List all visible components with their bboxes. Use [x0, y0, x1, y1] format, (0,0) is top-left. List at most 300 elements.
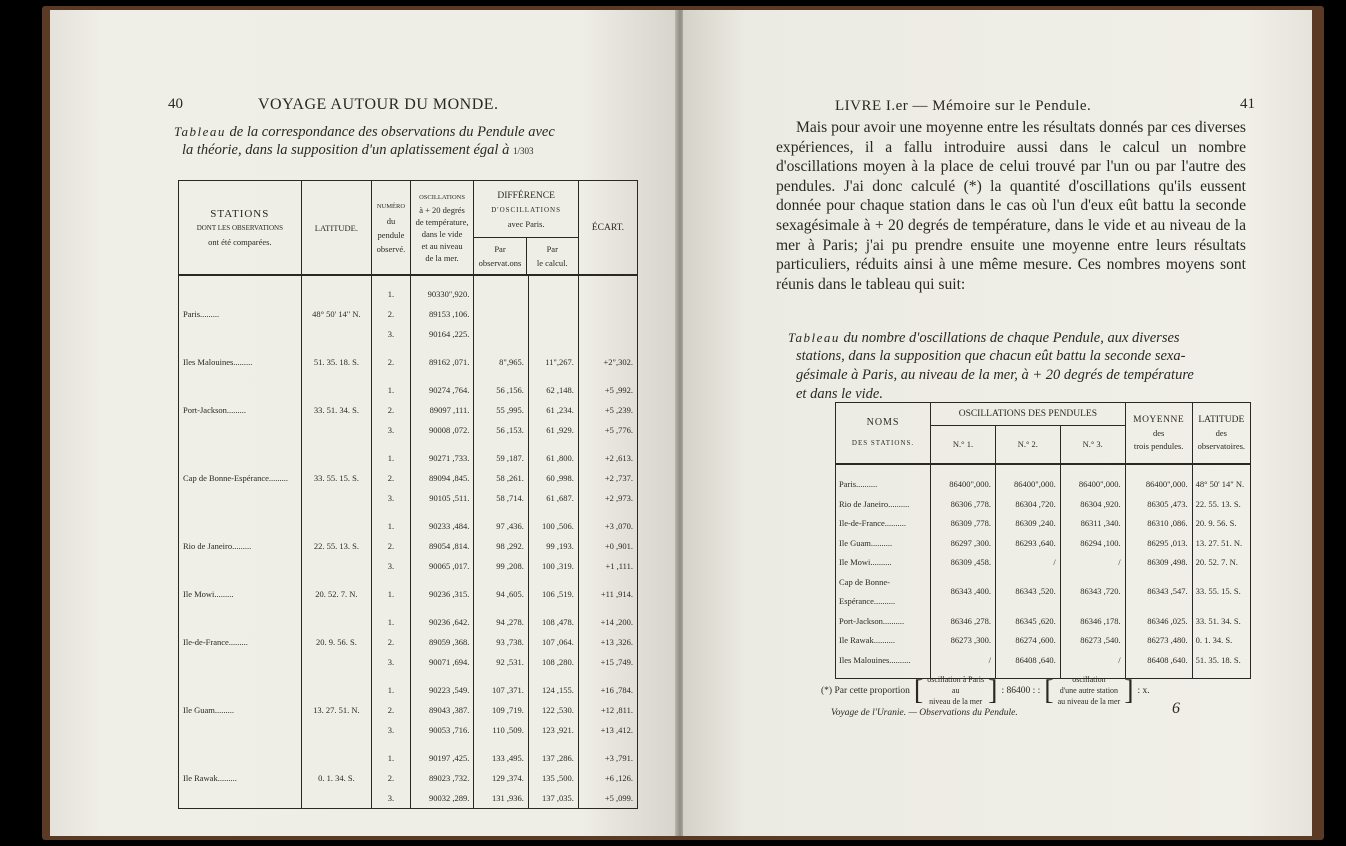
t2-cell-n1: 86273 ,300. — [931, 631, 996, 651]
gap-cell — [179, 508, 302, 516]
cell-latitude — [301, 516, 371, 536]
gap-cell — [410, 672, 474, 680]
cell-oscillations: 90008 ,072. — [410, 420, 474, 440]
table-gap-row — [179, 344, 638, 352]
cell-pendule-number: 3. — [372, 324, 411, 344]
cell-pendule-number: 3. — [372, 788, 411, 809]
gap-cell — [301, 372, 371, 380]
cell-ecart: +6 ,126. — [604, 773, 633, 783]
gap-cell — [372, 344, 411, 352]
table-row — [179, 748, 638, 768]
hdr-osc-1: OSCILLATIONS — [419, 193, 465, 201]
cell-pendule-number: 1. — [372, 680, 411, 700]
open-book — [50, 10, 1312, 836]
right-page — [683, 10, 1312, 836]
gap-cell — [474, 508, 529, 516]
footnote-b2-line2: d'une autre station — [1059, 686, 1119, 695]
cell-diff-observation: 110 ,509. — [474, 720, 529, 740]
cell-oscillations: 90065 ,017. — [410, 556, 474, 576]
cell-diff-calcul: 108 ,478. — [528, 612, 578, 632]
gap-cell — [578, 344, 637, 352]
gap-cell — [410, 344, 474, 352]
cell-station — [179, 652, 302, 672]
cell-pendule-number: 2. — [372, 304, 411, 324]
cell-station — [179, 556, 302, 576]
t2-cell-n3: 86294 ,100. — [1060, 534, 1125, 554]
table-row — [179, 632, 638, 652]
table-row — [179, 352, 638, 372]
cell-diff-observation: 109 ,719. — [474, 700, 529, 720]
cell-pendule-number: 3. — [372, 652, 411, 672]
t2-hdr-lat-3: observatoires. — [1197, 440, 1246, 451]
t2-cell-n2: 86304 ,720. — [995, 495, 1060, 515]
t2-row — [836, 495, 1251, 515]
cell-pendule-number: 2. — [372, 700, 411, 720]
gap-cell — [179, 576, 302, 584]
hdr-stations-1: STATIONS — [210, 207, 270, 220]
cell-diff-observation: 133 ,495. — [474, 748, 529, 768]
gap-cell — [410, 508, 474, 516]
cell-diff-observation: 56 ,156. — [474, 380, 529, 400]
t2-cell-latitude: 0. 1. 34. S. — [1195, 635, 1233, 645]
table-gap-row — [179, 508, 638, 516]
cell-ecart: +2 ,973. — [604, 493, 633, 503]
gap-cell — [578, 275, 637, 284]
gap-cell — [528, 372, 578, 380]
t2-cell-latitude: 48° 50' 14" N. — [1195, 479, 1245, 489]
table-row — [179, 488, 638, 508]
gap-cell — [372, 576, 411, 584]
cell-pendule-number: 1. — [372, 612, 411, 632]
table-row — [179, 720, 638, 740]
signature-mark: 6 — [1172, 700, 1180, 717]
cell-oscillations: 89162 ,071. — [410, 352, 474, 372]
cell-pendule-number: 3. — [372, 720, 411, 740]
hdr-numero-2: du — [386, 215, 396, 226]
gap-cell — [528, 576, 578, 584]
t2-row — [836, 475, 1251, 495]
cell-station: Ile-de-France......... — [179, 632, 302, 652]
cell-oscillations: 90271 ,733. — [410, 448, 474, 468]
cell-diff-observation: 59 ,187. — [474, 448, 529, 468]
cell-diff-observation: 92 ,531. — [474, 652, 529, 672]
cell-ecart: +5 ,992. — [604, 385, 633, 395]
cell-pendule-number: 3. — [372, 488, 411, 508]
hdr-stations-2: DONT LES OBSERVATIONS — [196, 223, 283, 232]
t2-cell-n1: 86309 ,778. — [931, 514, 996, 534]
table-row — [179, 556, 638, 576]
hdr-diff-sub — [474, 238, 578, 274]
table-row — [179, 400, 638, 420]
left-page — [50, 10, 677, 836]
cell-ecart: +13 ,326. — [600, 637, 633, 647]
footnote-bracket-open-2: [ — [1044, 674, 1054, 706]
hdr-par-obs-2: observat.ons — [478, 258, 522, 268]
t2-cell-n2: 86345 ,620. — [995, 612, 1060, 632]
t2-header-row-1 — [836, 403, 1251, 426]
right-page-number: 41 — [1240, 96, 1255, 112]
table-row — [179, 380, 638, 400]
cell-diff-calcul: 135 ,500. — [528, 768, 578, 788]
t2-gap-row — [836, 464, 1251, 475]
right-caption-line2: stations, dans la supposition que chacun eût battu la seconde sexa- — [796, 348, 1186, 364]
cell-ecart: +11 ,914. — [600, 589, 633, 599]
cell-diff-observation — [474, 324, 529, 344]
cell-diff-observation: 129 ,374. — [474, 768, 529, 788]
cell-pendule-number: 2. — [372, 468, 411, 488]
t2-col-noms — [836, 403, 931, 465]
right-running-head: LIVRE I.er — Mémoire sur le Pendule. — [835, 98, 1092, 114]
gap-cell — [474, 576, 529, 584]
left-caption-line2-text: la théorie, dans la supposition d'un aplatissement égal à — [182, 142, 510, 158]
cell-oscillations: 90071 ,694. — [410, 652, 474, 672]
cell-station — [179, 488, 302, 508]
table-row — [179, 468, 638, 488]
t2-cell-moyenne: 86305 ,473. — [1125, 495, 1192, 515]
gap-cell — [528, 275, 578, 284]
hdr-numero-1: NUMÉRO — [376, 202, 406, 210]
gap-cell — [474, 604, 529, 612]
cell-diff-observation: 56 ,153. — [474, 420, 529, 440]
cell-pendule-number: 1. — [372, 516, 411, 536]
t2-cell-n3: 86311 ,340. — [1060, 514, 1125, 534]
gap-cell — [410, 440, 474, 448]
cell-oscillations: 89043 ,387. — [410, 700, 474, 720]
gap-cell — [410, 740, 474, 748]
col-latitude: LATITUDE. — [301, 181, 371, 276]
cell-latitude — [301, 748, 371, 768]
cell-latitude — [301, 612, 371, 632]
footnote-bracket1 — [927, 674, 984, 707]
hdr-diff-2: D'OSCILLATIONS — [491, 206, 561, 214]
t2-cell-n1: 86297 ,300. — [931, 534, 996, 554]
footnote-bracket-open-1: [ — [913, 674, 924, 706]
col-ecart: ÉCART. — [578, 181, 637, 276]
cell-oscillations: 89023 ,732. — [410, 768, 474, 788]
t2-col-moyenne — [1125, 403, 1192, 465]
gap-cell — [528, 672, 578, 680]
gap-cell — [474, 672, 529, 680]
hdr-osc-5: et au niveau — [421, 240, 463, 251]
t2-hdr-lat-2: des — [1215, 427, 1227, 438]
cell-pendule-number: 1. — [372, 284, 411, 304]
footnote-lead: (*) Par cette proportion — [821, 685, 910, 696]
footnote-middle: : 86400 : : — [1001, 685, 1041, 696]
t2-col-n1: N.° 1. — [931, 426, 996, 464]
gap-cell — [836, 464, 931, 475]
footnote-bracket-close-1: ] — [988, 674, 998, 706]
footnote-b1-line1: oscillation à Paris — [927, 675, 985, 684]
table-gap-row — [179, 440, 638, 448]
gap-cell — [578, 372, 637, 380]
cell-diff-calcul: 123 ,921. — [528, 720, 578, 740]
t2-cell-moyenne: 86408 ,640. — [1125, 651, 1192, 671]
cell-pendule-number: 1. — [372, 448, 411, 468]
gap-cell — [474, 740, 529, 748]
left-caption-fraction: 1/303 — [512, 146, 534, 156]
cell-pendule-number: 1. — [372, 584, 411, 604]
cell-ecart: +3 ,791. — [604, 753, 633, 763]
col-difference — [474, 181, 579, 276]
col-oscillations — [410, 181, 474, 276]
t2-col-latitude — [1192, 403, 1250, 465]
gap-cell — [372, 440, 411, 448]
cell-ecart: +5 ,099. — [604, 793, 633, 803]
cell-latitude: 13. 27. 51. N. — [301, 700, 371, 720]
signature-line: Voyage de l'Uranie. — Observations du Pendule. — [831, 708, 1018, 718]
t2-row — [836, 534, 1251, 554]
gap-cell — [578, 604, 637, 612]
cell-oscillations: 90105 ,511. — [410, 488, 474, 508]
footnote-b2-line1: oscillation — [1072, 675, 1106, 684]
cell-station: Port-Jackson......... — [179, 400, 302, 420]
cell-diff-observation: 55 ,995. — [474, 400, 529, 420]
t2-hdr-noms-1: NOMS — [866, 417, 900, 428]
table-row — [179, 284, 638, 304]
cell-diff-calcul: 108 ,280. — [528, 652, 578, 672]
gap-cell — [301, 440, 371, 448]
cell-latitude: 51. 35. 18. S. — [301, 352, 371, 372]
cell-ecart — [578, 324, 637, 344]
t2-cell-moyenne: 86273 ,480. — [1125, 631, 1192, 651]
gap-cell — [528, 440, 578, 448]
correspondence-table-body — [179, 275, 638, 809]
cell-ecart: +3 ,070. — [604, 521, 633, 531]
t2-cell-n2: 86293 ,640. — [995, 534, 1060, 554]
cell-pendule-number: 2. — [372, 352, 411, 372]
cell-station — [179, 448, 302, 468]
cell-latitude: 33. 55. 15. S. — [301, 468, 371, 488]
cell-ecart: +2 ,613. — [604, 453, 633, 463]
cell-pendule-number: 2. — [372, 536, 411, 556]
t2-cell-moyenne: 86400",000. — [1125, 475, 1192, 495]
cell-diff-calcul: 99 ,193. — [528, 536, 578, 556]
left-caption-smallcaps: Tableau — [174, 124, 226, 139]
gap-cell — [179, 372, 302, 380]
cell-ecart: +15 ,749. — [600, 657, 633, 667]
cell-diff-calcul: 11",267. — [528, 352, 578, 372]
cell-ecart: +14 ,200. — [600, 617, 633, 627]
t2-row — [836, 631, 1251, 651]
gap-cell — [578, 740, 637, 748]
gap-cell — [301, 508, 371, 516]
cell-latitude — [301, 324, 371, 344]
cell-latitude: 0. 1. 34. S. — [301, 768, 371, 788]
cell-diff-calcul — [528, 304, 578, 324]
mean-oscillations-table — [835, 402, 1251, 679]
cell-station — [179, 612, 302, 632]
cell-ecart: +12 ,811. — [600, 705, 633, 715]
cell-latitude: 22. 55. 13. S. — [301, 536, 371, 556]
gap-cell — [372, 740, 411, 748]
cell-ecart: +16 ,784. — [600, 685, 633, 695]
t2-cell-latitude: 33. 55. 15. S. — [1195, 586, 1241, 597]
cell-diff-calcul: 100 ,319. — [528, 556, 578, 576]
t2-row — [836, 514, 1251, 534]
cell-station — [179, 284, 302, 304]
t2-row — [836, 612, 1251, 632]
cell-oscillations: 89097 ,111. — [410, 400, 474, 420]
right-caption-line1 — [788, 328, 1180, 348]
gap-cell — [528, 740, 578, 748]
hdr-diff-3: avec Paris. — [507, 219, 545, 229]
t2-cell-n3: 86304 ,920. — [1060, 495, 1125, 515]
t2-cell-n1: 86309 ,458. — [931, 553, 996, 573]
left-caption-line1 — [174, 122, 555, 142]
t2-cell-n3: 86343 ,720. — [1060, 573, 1125, 612]
hdr-par-calc-2: le calcul. — [536, 258, 568, 268]
t2-cell-moyenne: 86343 ,547. — [1125, 573, 1192, 612]
gap-cell — [474, 372, 529, 380]
gap-cell — [474, 275, 529, 284]
cell-oscillations: 90233 ,484. — [410, 516, 474, 536]
cell-ecart: +13 ,412. — [600, 725, 633, 735]
cell-diff-observation — [474, 304, 529, 324]
cell-latitude — [301, 556, 371, 576]
gap-cell — [474, 440, 529, 448]
t2-hdr-moy-2: des — [1152, 427, 1165, 438]
cell-diff-calcul — [528, 284, 578, 304]
t2-cell-n1: / — [931, 651, 996, 671]
gap-cell — [1192, 670, 1250, 679]
footnote-b2-line3: au niveau de la mer — [1057, 697, 1121, 706]
cell-ecart: +0 ,901. — [604, 541, 633, 551]
t2-hdr-noms-2: DES STATIONS. — [851, 439, 915, 447]
cell-ecart — [578, 284, 637, 304]
footnote-bracket2 — [1058, 674, 1121, 707]
cell-latitude — [301, 448, 371, 468]
cell-oscillations: 90330",920. — [410, 284, 474, 304]
body-paragraph: Mais pour avoir une moyenne entre les résultats donnés par ces diverses expériences, il a fallu introduire aussi dans le calcul un nombre d'oscillations moyen à la place de celui trouvé par l'un ou par l'autre des pendules. J'ai donc calculé (*) la quantité d'oscillations qu'ils eussent donnée pour chaque station dans le cas où l'un d'eux eût battu la seconde sexagésimale à + 20 degrés de température, dans le vide et au niveau de la mer à Paris; j'ai pu prendre ensuite une moyenne entre leurs résultats particuliers, réduits ainsi à une même mesure. Ces nombres moyens sont réunis dans le tableau qui suit: — [776, 119, 1246, 293]
gap-cell — [528, 604, 578, 612]
cell-station — [179, 748, 302, 768]
t2-cell-n2: 86343 ,520. — [995, 573, 1060, 612]
t2-cell-station: Paris.......... — [836, 475, 931, 495]
cell-latitude — [301, 720, 371, 740]
cell-diff-observation: 98 ,292. — [474, 536, 529, 556]
table-header-row — [179, 181, 638, 276]
t2-cell-latitude: 22. 55. 13. S. — [1195, 498, 1241, 509]
cell-oscillations: 90236 ,315. — [410, 584, 474, 604]
cell-ecart: +5 ,239. — [604, 405, 633, 415]
cell-latitude — [301, 380, 371, 400]
t2-cell-n2: / — [995, 553, 1060, 573]
t2-cell-station: Iles Malouines.......... — [836, 651, 931, 671]
cell-diff-calcul: 61 ,234. — [528, 400, 578, 420]
gap-cell — [179, 672, 302, 680]
cell-diff-calcul: 60 ,998. — [528, 468, 578, 488]
cell-station: Paris......... — [179, 304, 302, 324]
right-caption-line3: gésimale à Paris, au niveau de la mer, à + 20 degrés de température — [796, 367, 1194, 383]
gap-cell — [372, 372, 411, 380]
cell-latitude: 20. 9. 56. S. — [301, 632, 371, 652]
gap-cell — [578, 576, 637, 584]
cell-pendule-number: 3. — [372, 556, 411, 576]
cell-station: Ile Guam......... — [179, 700, 302, 720]
cell-diff-calcul: 137 ,286. — [528, 748, 578, 768]
cell-pendule-number: 2. — [372, 632, 411, 652]
cell-latitude — [301, 284, 371, 304]
cell-diff-calcul: 106 ,519. — [528, 584, 578, 604]
t2-col-n2: N.° 2. — [995, 426, 1060, 464]
hdr-numero-3: pendule — [377, 229, 405, 240]
cell-diff-calcul: 61 ,687. — [528, 488, 578, 508]
t2-cell-latitude: 20. 9. 56. S. — [1195, 518, 1237, 528]
table-gap-row — [179, 740, 638, 748]
t2-hdr-moy-1: MOYENNE — [1133, 414, 1185, 425]
footnote-end: : x. — [1137, 685, 1150, 696]
table-row — [179, 612, 638, 632]
t2-cell-station: Ile Guam.......... — [836, 534, 931, 554]
table-gap-row — [179, 672, 638, 680]
table-row — [179, 652, 638, 672]
cell-diff-calcul: 100 ,506. — [528, 516, 578, 536]
t2-cell-moyenne: 86309 ,498. — [1125, 553, 1192, 573]
t2-cell-n3: 86400",000. — [1060, 475, 1125, 495]
table-gap-row — [179, 604, 638, 612]
cell-diff-observation: 8",965. — [474, 352, 529, 372]
gap-cell — [931, 464, 996, 475]
right-caption-line1-rest: du nombre d'oscillations de chaque Pendule, aux diverses — [843, 330, 1180, 346]
col-numero — [372, 181, 411, 276]
footnote — [821, 674, 1150, 707]
cell-station: Rio de Janeiro......... — [179, 536, 302, 556]
cell-pendule-number: 2. — [372, 400, 411, 420]
cell-latitude: 48° 50' 14" N. — [301, 304, 371, 324]
gap-cell — [410, 275, 474, 284]
t2-hdr-lat-1: LATITUDE — [1198, 414, 1245, 425]
cell-latitude — [301, 652, 371, 672]
t2-cell-station: Port-Jackson.......... — [836, 612, 931, 632]
table-row — [179, 584, 638, 604]
cell-diff-calcul: 124 ,155. — [528, 680, 578, 700]
cell-station — [179, 680, 302, 700]
cell-ecart: +2",302. — [603, 357, 633, 367]
table-gap-row — [179, 275, 638, 284]
gap-cell — [301, 604, 371, 612]
cell-diff-calcul: 61 ,800. — [528, 448, 578, 468]
t2-cell-station: Ile Mowi.......... — [836, 553, 931, 573]
t2-cell-n2: 86309 ,240. — [995, 514, 1060, 534]
t2-cell-station: Rio de Janeiro.......... — [836, 495, 931, 515]
gap-cell — [578, 672, 637, 680]
cell-diff-observation: 93 ,738. — [474, 632, 529, 652]
correspondence-table — [178, 180, 638, 809]
cell-oscillations: 89153 ,106. — [410, 304, 474, 324]
footnote-b1-line3: niveau de la mer — [929, 697, 983, 706]
t2-cell-latitude: 51. 35. 18. S. — [1195, 654, 1241, 665]
table-row — [179, 680, 638, 700]
t2-cell-latitude: 33. 51. 34. S. — [1195, 615, 1241, 626]
cell-oscillations: 89059 ,368. — [410, 632, 474, 652]
t2-cell-n3: / — [1060, 553, 1125, 573]
t2-cell-n1: 86306 ,778. — [931, 495, 996, 515]
hdr-numero-4: observé. — [376, 243, 406, 254]
cell-diff-observation: 97 ,436. — [474, 516, 529, 536]
cell-diff-calcul: 122 ,530. — [528, 700, 578, 720]
cell-station — [179, 720, 302, 740]
t2-row — [836, 651, 1251, 671]
cell-ecart: +1 ,111. — [605, 561, 633, 571]
gap-cell — [410, 604, 474, 612]
hdr-osc-2: à + 20 degrés — [419, 204, 465, 215]
t2-row — [836, 553, 1251, 573]
gap-cell — [410, 372, 474, 380]
cell-diff-calcul: 61 ,929. — [528, 420, 578, 440]
cell-ecart — [578, 304, 637, 324]
t2-cell-latitude: 20. 52. 7. N. — [1195, 557, 1238, 567]
table-gap-row — [179, 576, 638, 584]
